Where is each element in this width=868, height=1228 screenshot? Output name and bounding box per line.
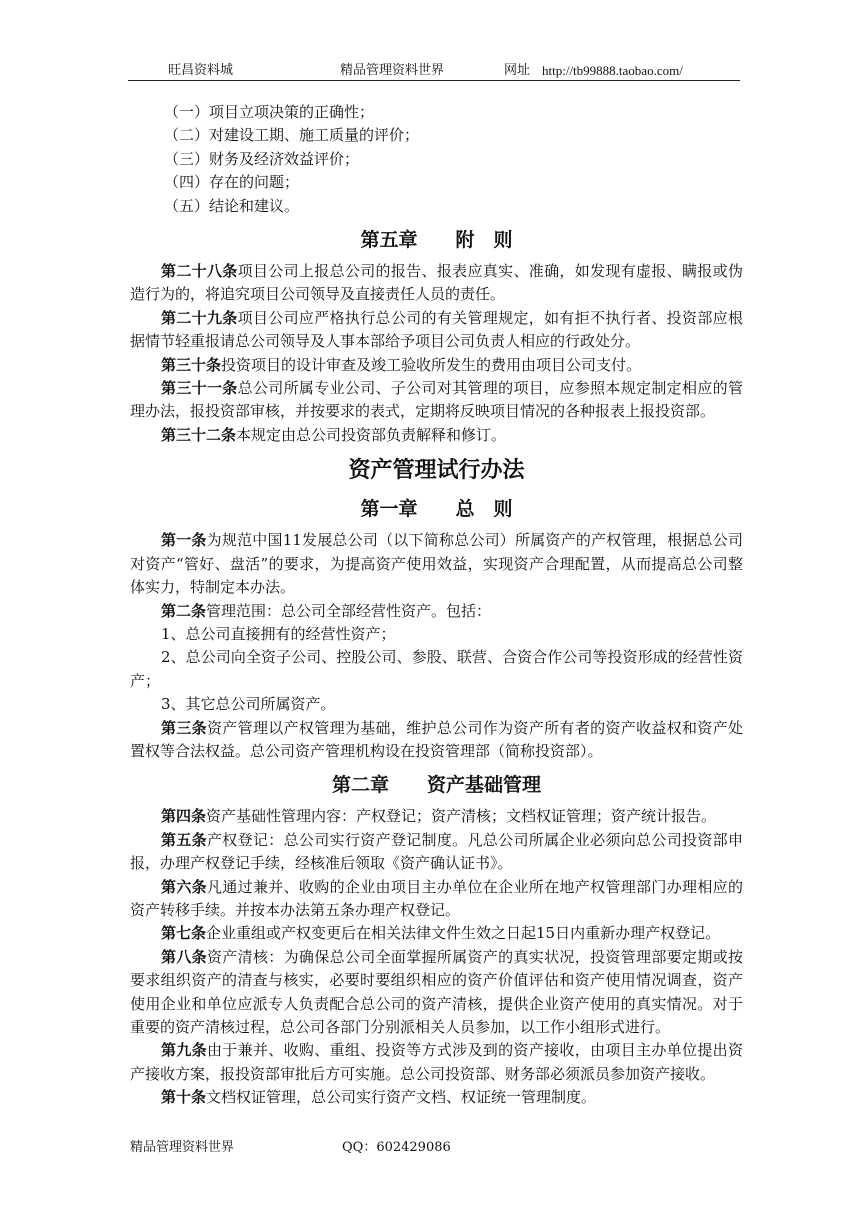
article-text: 总公司所属专业公司、子公司对其管理的项目，应参照本规定制定相应的管理办法，报投资部审核，并按要求的表式，定期将反映项目情况的各种报表上报投资部。 (130, 379, 743, 421)
article-text: 资产基础性管理内容：产权登记；资产清核；文档权证管理；资产统计报告。 (206, 807, 717, 826)
article-4 (130, 805, 743, 828)
article-text: 凡通过兼并、收购的企业由项目主办单位在企业所在地产权管理部门办理相应的资产转移手续。并按本办法第五条办理产权登记。 (130, 877, 743, 919)
article-text: 本规定由总公司投资部负责解释和修订。 (236, 425, 507, 444)
article-label: 第六条 (161, 877, 207, 896)
article-label: 第一条 (161, 531, 207, 550)
article-5 (130, 829, 743, 876)
article-text: 文档权证管理，总公司实行资产文档、权证统一管理制度。 (206, 1088, 597, 1107)
article-6 (130, 876, 743, 923)
list-item: （五）结论和建议。 (164, 196, 300, 215)
article-label: 第九条 (161, 1041, 207, 1060)
header-brand: 精品管理资料世界 (340, 63, 445, 78)
article-text: 由于兼并、收购、重组、投资等方式涉及到的资产接收，由项目主办单位提出资产接收方案，报投资部审批后方可实施。总公司投资部、财务部必须派员参加资产接收。 (130, 1041, 743, 1083)
document-title: 资产管理试行办法 (348, 457, 525, 484)
list-item: （二）对建设工期、施工质量的评价； (164, 126, 420, 145)
article-text: 资产管理以产权管理为基础，维护总公司作为资产所有者的资产收益权和资产处置权等合法权益。总公司资产管理机构设在投资管理部（简称投资部）。 (130, 718, 743, 760)
article-9 (130, 1039, 743, 1086)
article-text: 资产清核：为确保总公司全面掌握所属资产的真实状况，投资管理部要定期或按要求组织资产的清查与核实，必要时要组织相应的资产价值评估和资产使用情况调查，资产使用企业和单位应派专人负责配合总公司的资产清核，提供企业资产使用的真实情况。对于重要的资产清核过程，总公司各部门分别派相关人员参加，以工作小组形式进行。 (130, 947, 743, 1036)
article-32 (130, 424, 743, 447)
article-2 (130, 600, 743, 623)
header-shop-name: 旺昌资料城 (168, 63, 234, 78)
article-text: 企业重组或产权变更后在相关法律文件生效之日起15日内重新办理产权登记。 (206, 924, 721, 943)
article-label: 第三条 (161, 718, 207, 737)
article-29 (130, 307, 743, 354)
article-label: 第三十条 (161, 355, 222, 374)
article-text: 项目公司应严格执行总公司的有关管理规定，如有拒不执行者、投资部应根据情节轻重报请总公司领导及人事本部给予项目公司负责人相应的行政处分。 (130, 308, 743, 351)
article-label: 第八条 (161, 947, 207, 966)
footer-brand: 精品管理资料世界 (130, 1140, 235, 1155)
scope-item: 1、总公司直接拥有的经营性资产； (161, 624, 396, 643)
article-28 (130, 260, 743, 307)
list-item: （三）财务及经济效益评价； (164, 149, 360, 168)
article-label: 第二十九条 (161, 308, 238, 327)
list-item: （四）存在的问题； (164, 173, 300, 192)
article-text: 项目公司上报总公司的报告、报表应真实、准确，如发现有虚报、瞒报或伪造行为的，将追究项目公司领导及直接责任人员的责任。 (130, 262, 743, 304)
article-31 (130, 377, 743, 424)
article-label: 第十条 (161, 1088, 207, 1107)
chapter-1-title: 第一章 总 则 (360, 498, 513, 521)
article-8 (130, 946, 743, 1040)
article-text: 投资项目的设计审查及竣工验收所发生的费用由项目公司支付。 (221, 355, 642, 374)
chapter-2-title: 第二章 资产基础管理 (331, 774, 541, 797)
header-url-link[interactable]: http://tb99888.taobao.com/ (542, 63, 683, 78)
article-10 (130, 1086, 743, 1109)
article-label: 第七条 (161, 924, 207, 943)
article-7 (130, 922, 743, 945)
article-label: 第四条 (161, 807, 207, 826)
article-3 (130, 717, 743, 764)
article-1 (130, 529, 743, 599)
header-site-label: 网址 (504, 63, 531, 78)
article-label: 第三十一条 (161, 379, 238, 398)
page-header (128, 62, 740, 81)
article-label: 第二条 (161, 601, 207, 620)
article-text: 为规范中国11发展总公司（以下简称总公司）所属资产的产权管理，根据总公司对资产“管好、盘活”的要求，为提高资产使用效益，实现资产合理配置，从而提高总公司整体实力，特制定本办法。 (130, 531, 743, 597)
article-label: 第二十八条 (161, 262, 238, 281)
article-text: 管理范围：总公司全部经营性资产。包括： (206, 601, 492, 620)
footer-qq: QQ：602429086 (342, 1140, 451, 1155)
document-body (130, 101, 743, 1110)
article-30 (130, 354, 743, 377)
list-item: （一）项目立项决策的正确性； (164, 103, 375, 121)
article-label: 第三十二条 (161, 425, 237, 444)
article-label: 第五条 (161, 830, 207, 849)
scope-item: 2、总公司向全资子公司、控股公司、参股、联营、合资合作公司等投资形成的经营性资产； (130, 648, 743, 690)
chapter-5-title: 第五章 附 则 (360, 229, 513, 252)
scope-item: 3、其它总公司所属资产。 (161, 695, 336, 714)
article-text: 产权登记：总公司实行资产登记制度。凡总公司所属企业必须向总公司投资部申报，办理产权登记手续，经核准后领取《资产确认证书》。 (130, 830, 743, 873)
